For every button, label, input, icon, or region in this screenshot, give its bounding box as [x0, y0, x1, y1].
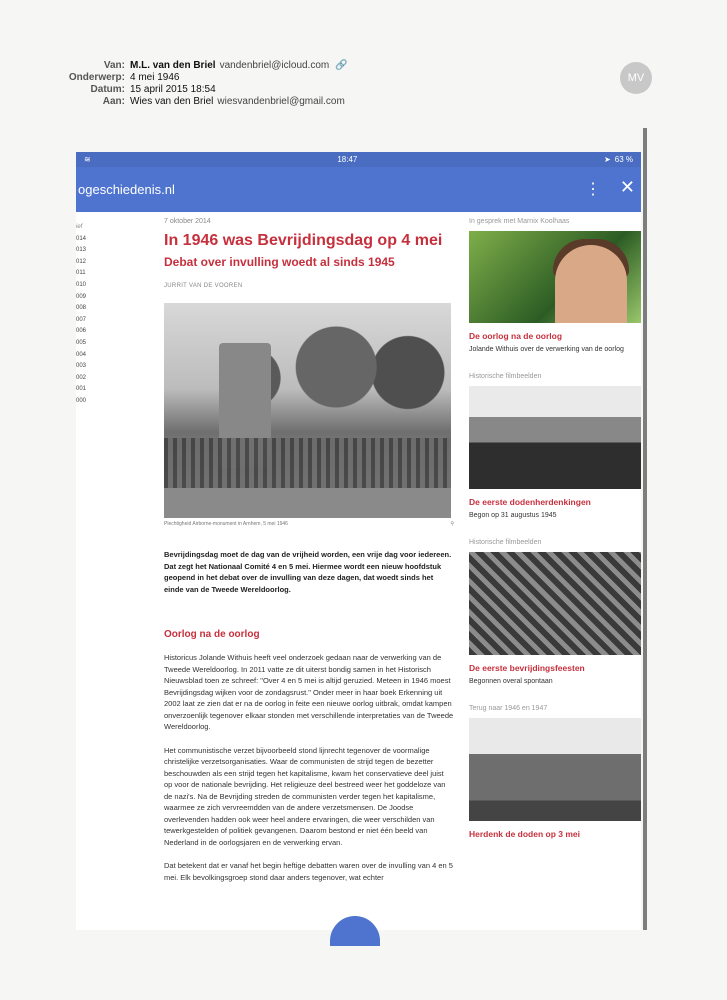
status-bar	[76, 152, 641, 167]
related-subtitle: Begon op 31 augustus 1945	[469, 512, 557, 519]
date-value: 15 april 2015 18:54	[130, 84, 216, 95]
related-subtitle: Jolande Withuis over de verwerking van de oorlog	[469, 346, 624, 353]
archive-year[interactable]: 008	[76, 305, 87, 312]
scrollbar[interactable]	[643, 128, 647, 930]
archive-year[interactable]: 000	[76, 397, 87, 404]
status-battery: 63 %	[614, 155, 633, 164]
article-subtitle: Debat over invulling woedt al sinds 1945	[164, 255, 395, 269]
related-subtitle: Begonnen overal spontaan	[469, 678, 553, 685]
from-email[interactable]: vandenbriel@icloud.com	[219, 60, 330, 71]
archive-year[interactable]: 004	[76, 351, 87, 358]
related-thumbnail[interactable]	[469, 231, 641, 323]
article-date: 7 oktober 2014	[164, 218, 211, 225]
close-icon[interactable]: ✕	[619, 177, 635, 197]
related-kicker: Terug naar 1946 en 1947	[469, 705, 548, 712]
location-icon: ➤	[604, 155, 611, 164]
to-row	[60, 96, 680, 108]
article-photo[interactable]	[164, 303, 451, 518]
related-kicker: Historische filmbeelden	[469, 539, 542, 546]
related-kicker: In gesprek met Marnix Koolhaas	[469, 218, 570, 225]
article	[164, 218, 454, 883]
related-sidebar	[469, 218, 641, 857]
archive-list	[76, 222, 96, 408]
related-title[interactable]: De oorlog na de oorlog	[469, 331, 563, 341]
to-email[interactable]: wiesvandenbriel@gmail.com	[217, 96, 345, 107]
related-kicker: Historische filmbeelden	[469, 373, 542, 380]
paperclip-icon: 🔗	[335, 60, 348, 71]
from-key: Van:	[103, 60, 125, 71]
related-title[interactable]: De eerste dodenherdenkingen	[469, 497, 591, 507]
to-key: Aan:	[102, 96, 125, 107]
article-author[interactable]: JURRIT VAN DE VOOREN	[164, 283, 243, 289]
section-heading: Oorlog na de oorlog	[164, 629, 260, 640]
related-item[interactable]	[469, 373, 641, 521]
archive-year[interactable]: 007	[76, 316, 87, 323]
photo-trees	[164, 323, 451, 433]
wifi-icon: ≋	[84, 155, 91, 164]
date-key: Datum:	[90, 84, 125, 95]
email-header	[60, 60, 680, 108]
photo-caption-row	[164, 521, 454, 527]
related-thumbnail[interactable]	[469, 718, 641, 821]
article-paragraph: Dat betekent dat er vanaf het begin heftige debatten waren over de invulling van 4 en 5 mei. Elk bevolkingsgroep stond daar anders tegenover, wat echter	[164, 861, 453, 882]
archive-year[interactable]: 010	[76, 281, 87, 288]
subject-value: 4 mei 1946	[130, 72, 180, 83]
archive-year[interactable]: 014	[76, 235, 87, 242]
zoom-icon[interactable]: ⚲	[450, 521, 454, 527]
related-thumbnail[interactable]	[469, 386, 641, 489]
subject-key: Onderwerp:	[68, 72, 125, 83]
related-title[interactable]: De eerste bevrijdingsfeesten	[469, 663, 585, 673]
archive-year[interactable]: 002	[76, 374, 87, 381]
photo-crowd	[164, 438, 451, 488]
menu-icon[interactable]: ⋮	[585, 181, 601, 198]
archive-year[interactable]: 009	[76, 293, 87, 300]
article-title: In 1946 was Bevrijdingsdag op 4 mei	[164, 232, 443, 249]
archive-year[interactable]: 012	[76, 258, 87, 265]
date-row	[60, 84, 680, 96]
browser-url-bar[interactable]	[76, 167, 641, 212]
related-item[interactable]	[469, 539, 641, 687]
related-item[interactable]	[469, 705, 641, 839]
photo-ground	[164, 488, 451, 518]
archive-label: ief	[76, 224, 83, 230]
archive-year[interactable]: 001	[76, 386, 87, 393]
related-title[interactable]: Herdenk de doden op 3 mei	[469, 829, 580, 839]
from-row	[60, 60, 680, 72]
archive-year[interactable]: 011	[76, 270, 86, 277]
archive-year[interactable]: 003	[76, 363, 87, 370]
related-thumbnail[interactable]	[469, 552, 641, 655]
photo-caption: Plechtigheid Airborne-monument in Arnhem, 5 mei 1946	[164, 521, 288, 527]
avatar[interactable]: MV	[620, 62, 652, 94]
related-item[interactable]	[469, 218, 641, 355]
from-name: M.L. van den Briel	[130, 60, 216, 71]
url-text[interactable]: ogeschiedenis.nl	[78, 182, 175, 197]
article-paragraph: Het communistische verzet bijvoorbeeld stond lijnrecht tegenover de voormalige christelijke verzetsorganisaties. Waar de communisten de strijd tegen de bezetter beschouwden als een strijd tegen het kapitalisme, kwam het conservatieve deel juist op voor de nationale bevrijding. Het religieuze deel bestreed weer het goddeloze van de nazi's. Na de Bevrijding streden de communisten verder tegen het kapitalisme, waarmee ze zich vervreemdden van de andere verzetsmensen. De Joodse overlevenden hadden ook weer heel andere ervaringen, die weer verschilden van tewerkgestelden of politiek gevangenen. Daarom bestond er niet één beeld van Nederland in de oorlogsjaren en de verwerking ervan.	[164, 745, 446, 847]
subject-row	[60, 72, 680, 84]
archive-year[interactable]: 005	[76, 339, 87, 346]
phone-screenshot	[76, 152, 641, 930]
archive-year[interactable]: 013	[76, 247, 87, 254]
archive-year[interactable]: 006	[76, 328, 87, 335]
to-name: Wies van den Briel	[130, 96, 214, 107]
status-time: 18:47	[337, 155, 358, 164]
article-lead: Bevrijdingsdag moet de dag van de vrijheid worden, een vrije dag voor iedereen. Dat zegt het Nationaal Comité 4 en 5 mei. Hiermee wordt een nieuw hoofdstuk geopend in het debat over de invulling van deze dagen, dat woedt sinds het einde van de Tweede Wereldoorlog.	[164, 550, 452, 594]
article-paragraph: Historicus Jolande Withuis heeft veel onderzoek gedaan naar de verwerking van de Tweede Wereldoorlog. In 2011 vatte ze dit uiterst bondig samen in het Historisch Nieuwsblad toen ze schreef: "Over 4 en 5 mei is altijd geruzied. Meteen in 1946 moest Bevrijdingsdag wijken voor de zondagsrust." Onder meer in haar boek Erkenning uit 2002 laat ze zien dat er na de oorlog in feite een nieuwe oorlog uitbrak, omdat kampen onverzoenlijk tegenover elkaar stonden met verschillende interpretaties van de Tweede Wereldoorlog.	[164, 653, 454, 731]
